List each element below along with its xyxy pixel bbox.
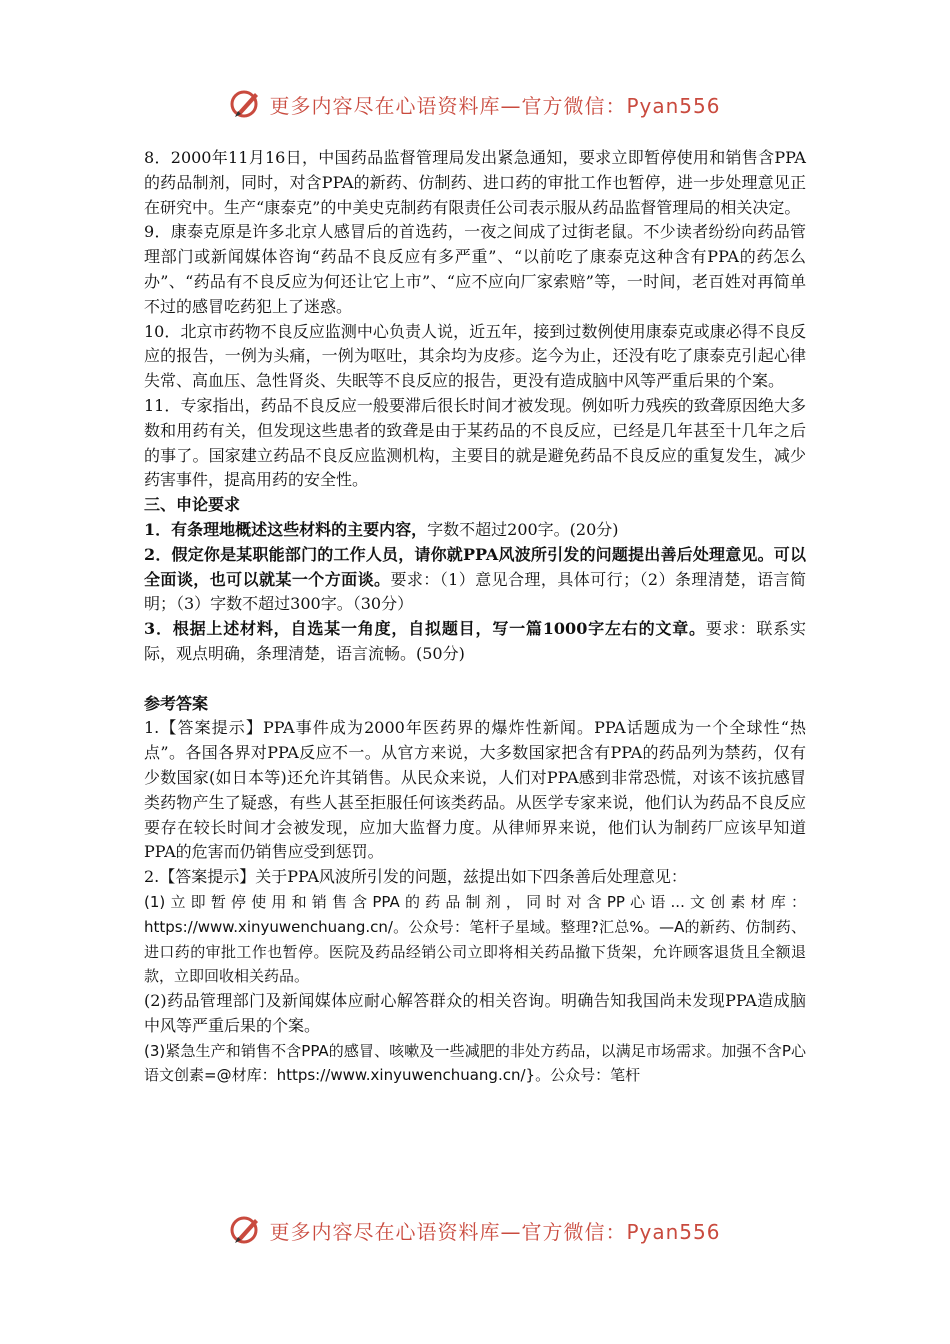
section-heading: 三、申论要求 bbox=[144, 495, 241, 515]
answer-2-item-1: (1)立即暂停使用和销售含PPA的药品制剂，同时对含PP心语...文创素材库：https://www.xinyuwenchuang.cn/。公众号：笔杆子星域。整理?汇总%。—A的新药、仿制药、进口药的审批工作也暂停。医院及药品经销公司立即将相关药品撤下货架，允许顾客退货且全额退款，立即回收相关药品。 bbox=[144, 892, 806, 986]
answer-2-intro: 2.【答案提示】关于PPA风波所引发的问题，兹提出如下四条善后处理意见： bbox=[144, 867, 687, 887]
pen-logo-icon bbox=[229, 87, 263, 121]
footer-watermark-banner bbox=[0, 1210, 950, 1250]
question-3-bold: 3．根据上述材料，自选某一角度，自拟题目，写一篇1000字左右的文章。 bbox=[144, 619, 706, 639]
paragraph-8: 8．2000年11月16日，中国药品监督管理局发出紧急通知，要求立即暂停使用和销售含PPA的药品制剂，同时，对含PPA的新药、仿制药、进口药的审批工作也暂停，进一步处理意见正在研究中。生产“康泰克”的中美史克制药有限责任公司表示服从药品监督管理局的相关决定。 bbox=[144, 148, 806, 217]
question-2 bbox=[144, 543, 806, 617]
question-3 bbox=[144, 617, 806, 667]
question-2-bold: 2．假定你是某职能部门的工作人员，请你就PPA风波所引发的问题提出善后处理意见。可以全面谈，也可以就某一个方面谈。 bbox=[144, 544, 806, 589]
paragraph-11: 11．专家指出，药品不良反应一般要滞后很长时间才被发现。例如听力残疾的致聋原因绝大多数和用药有关，但发现这些患者的致聋是由于某药品的不良反应，已经是几年甚至十几年之后的事了。国家建立药品不良反应监测机构，主要目的就是避免药品不良反应的重复发生，减少药害事件，提高用药的安全性。 bbox=[144, 395, 806, 490]
pen-logo-icon bbox=[229, 1213, 263, 1247]
paragraph-10: 10．北京市药物不良反应监测中心负责人说，近五年，接到过数例使用康泰克或康必得不良反应的报告，一例为头痛，一例为呕吐，其余均为皮疹。迄今为止，还没有吃了康泰克引起心律失常、高血压、急性肾炎、失眠等不良反应的报告，更没有造成脑中风等严重后果的个案。 bbox=[144, 321, 806, 391]
answer-2-item-2: (2)药品管理部门及新闻媒体应耐心解答群众的相关咨询。明确告知我国尚未发现PPA造成脑中风等严重后果的个案。 bbox=[144, 991, 806, 1035]
header-watermark-banner bbox=[0, 84, 950, 124]
banner-text: 更多内容尽在心语资料库—官方微信：Pyan556 bbox=[269, 93, 721, 118]
question-1 bbox=[144, 518, 806, 543]
answer-1: 1.【答案提示】PPA事件成为2000年医药界的爆炸性新闻。PPA话题成为一个全球性“热点”。各国各界对PPA反应不一。从官方来说，大多数国家把含有PPA的药品列为禁药，仅有少数国家(如日本等)还允许其销售。从民众来说，人们对PPA感到非常恐慌，对该不该抗感冒类药物产生了疑惑，有些人甚至拒服任何该类药品。从医学专家来说，他们认为药品不良反应要存在较长时间才会被发现，应加大监督力度。从律师界来说，他们认为制药厂应该早知道PPA的危害而仍销售应受到惩罚。 bbox=[144, 718, 806, 862]
question-2-rest: 要求：（1）意见合理，具体可行；（2）条理清楚，语言简明；（3）字数不超过300字。（30分） bbox=[144, 569, 806, 614]
answer-2-item-3: (3)紧急生产和销售不含PPA的感冒、咳嗽及一些减肥的非处方药品，以满足市场需求。加强不含P心语文创素=@材库：https://www.xinyuwenchuang.cn/}。公众号：笔杆 bbox=[144, 1041, 806, 1085]
answer-heading: 参考答案 bbox=[144, 693, 209, 713]
question-1-rest: 字数不超过200字。(20分) bbox=[427, 519, 619, 539]
question-1-bold: 1．有条理地概述这些材料的主要内容， bbox=[144, 519, 428, 539]
question-3-rest: 要求：联系实际，观点明确，条理清楚，语言流畅。(50分) bbox=[144, 619, 806, 663]
banner-text: 更多内容尽在心语资料库—官方微信：Pyan556 bbox=[269, 1219, 721, 1244]
spacer bbox=[144, 667, 806, 692]
paragraph-9: 9．康泰克原是许多北京人感冒后的首选药，一夜之间成了过街老鼠。不少读者纷纷向药品管理部门或新闻媒体咨询“药品不良反应有多严重”、“以前吃了康泰克这种含有PPA的药怎么办”、“药品有不良反应为何还让它上市”、“应不应向厂家索赔”等，一时间，老百姓对再简单不过的感冒吃药犯上了迷惑。 bbox=[144, 222, 806, 316]
document-body bbox=[144, 146, 806, 1088]
